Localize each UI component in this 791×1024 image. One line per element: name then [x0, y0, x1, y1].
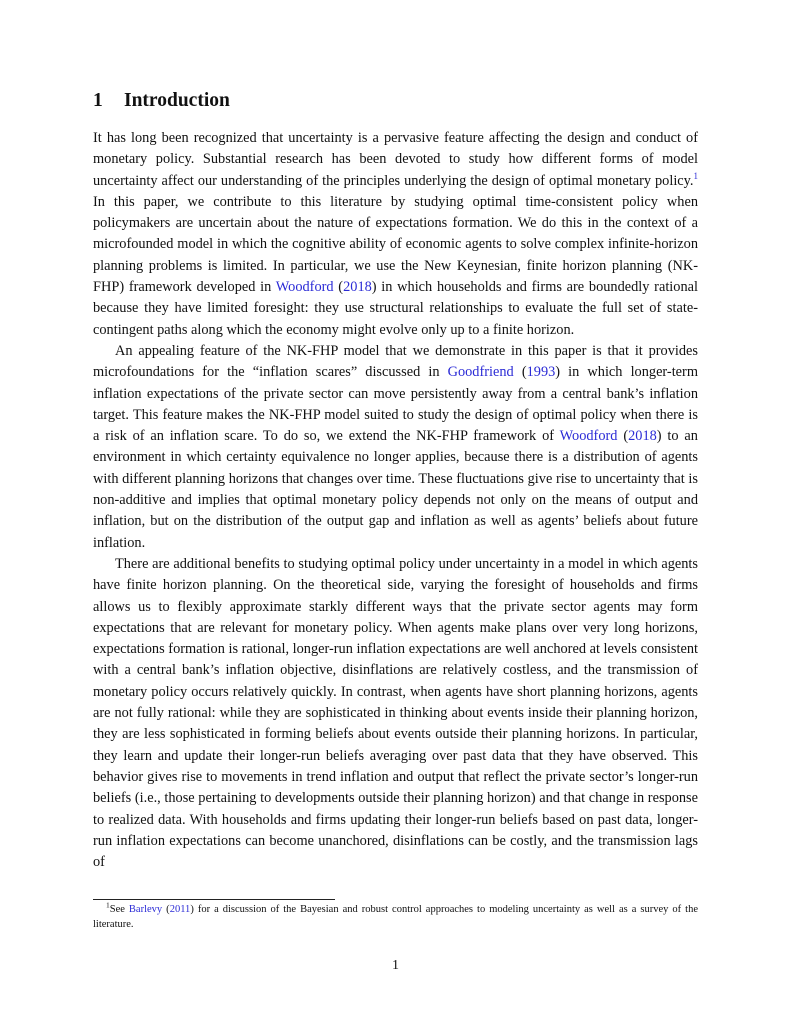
paragraph-1 [93, 128, 698, 341]
citation-link[interactable]: Barlevy [128, 904, 163, 915]
section-number: 1 [93, 90, 103, 111]
text-run: ) in which households and firms are boundedly rational because they have limited foresight: they use structural relationships to evaluate the full set of state-contingent paths along which the economy might evolve only up to a finite horizon. [93, 279, 698, 338]
citation-link[interactable]: Goodfriend [447, 364, 514, 381]
text-run: ) to an environment in which certainty equivalence no longer applies, because there is a distribution of agents with different planning horizons that changes over time. These fluctuations give rise to uncertainty that is non-additive and implies that optimal monetary policy depends not only on the means of output and inflation, but on the distribution of the output gap and inflation as well as agents’ beliefs about future inflation. [93, 428, 698, 551]
paragraph-3 [93, 554, 698, 873]
page-number: 1 [392, 958, 399, 973]
footnote-text [93, 904, 698, 930]
body-text [93, 128, 698, 873]
text-run: ( [162, 904, 170, 915]
footnote [93, 902, 698, 932]
citation-link[interactable]: Woodford [275, 279, 334, 296]
section-title: Introduction [124, 90, 230, 111]
text-run: There are additional benefits to studying optimal policy under uncertainty in a model in which agents have finite horizon planning. On the theoretical side, varying the foresight of households and firms allows us to flexibly approximate starkly different ways that the private sector agents may form expectations that are relevant for monetary policy. When agents make plans over very long horizons, expectations formation is rational, longer-run inflation expectations are well anchored at levels consistent with a central bank’s inflation objective, disinflations are relatively costless, and the transmission of monetary policy occurs relatively quickly. In contrast, when agents have short planning horizons, agents are not fully rational: while they are sophisticated in thinking about events inside their planning horizon, they are less sophisticated in forming beliefs about events outside their planning horizons. In particular, they learn and update their longer-run beliefs averaging over past data that they have observed. This behavior gives rise to movements in trend inflation and output that reflect the private sector’s longer-run beliefs (i.e., those pertaining to developments outside their planning horizon) and that change in response to realized data. With households and firms updating their longer-run beliefs based on past data, longer-run inflation expectations can become unanchored, disinflations can be costly, and the transmission lags of [93, 555, 698, 871]
text-run: An appealing feature of the NK-FHP model that we demonstrate in this paper is that it provides microfoundations for the “inflation scares” discussed in [93, 342, 698, 381]
footnote-marker-link[interactable]: 1 [693, 170, 698, 181]
text-run: ( [333, 279, 344, 296]
paragraph-2 [93, 341, 698, 554]
footnote-rule [93, 899, 335, 900]
citation-link[interactable]: 2018 [628, 428, 657, 445]
text-run: See [109, 904, 129, 915]
text-run: In this paper, we contribute to this literature by studying optimal time-consistent policy when policymakers are uncertain about the nature of expectations formation. We do this in the context of a microfounded model in which the cognitive ability of economic agents to solve complex infinite-horizon planning problems is limited. In particular, we use the New Keynesian, finite horizon planning (NK-FHP) framework developed in [93, 193, 698, 296]
footnote-number: 1 [106, 900, 110, 910]
citation-link[interactable]: 2018 [343, 279, 372, 296]
text-run: ) in which longer-term inflation expectations of the private sector can move persistently away from a central bank’s inflation target. This feature makes the NK-FHP model suited to study the design of optimal policy when there is a risk of an inflation scare. To do so, we extend the NK-FHP framework of [93, 364, 698, 445]
text-run: ( [513, 364, 527, 381]
text-run: ) for a discussion of the Bayesian and robust control approaches to modeling uncertainty as well as a survey of the literature. [93, 904, 698, 930]
citation-link[interactable]: 1993 [526, 364, 556, 381]
text-run: It has long been recognized that uncertainty is a pervasive feature affecting the design and conduct of monetary policy. Substantial research has been devoted to study how different forms of model uncertainty affect our understanding of the principles underlying the design of optimal monetary policy. [93, 130, 698, 189]
section-heading [93, 88, 230, 114]
citation-link[interactable]: 2011 [169, 904, 191, 915]
text-run: ( [617, 428, 629, 445]
citation-link[interactable]: Woodford [559, 428, 618, 445]
